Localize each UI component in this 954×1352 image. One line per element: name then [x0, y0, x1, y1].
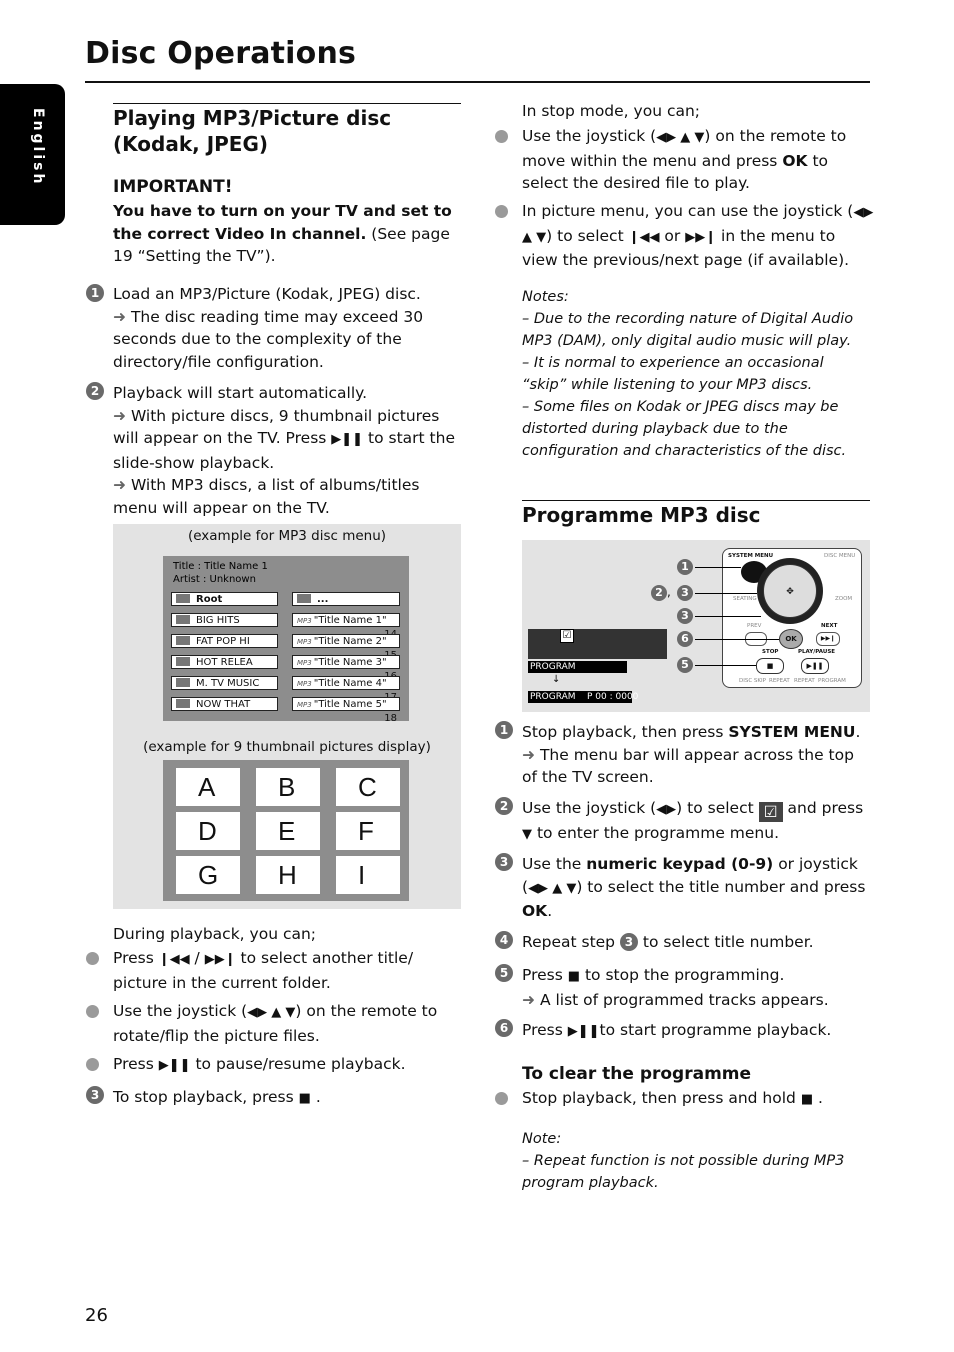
menu-track-row[interactable]: [292, 697, 400, 724]
step-number: 2: [495, 797, 513, 815]
arrow-right-icon: ➜: [113, 476, 126, 494]
menu-track-row[interactable]: [292, 592, 400, 606]
during-bullet-3: [113, 1053, 453, 1078]
menu-folder-row[interactable]: [171, 592, 278, 606]
callout: 3: [677, 585, 693, 601]
arrow-right-icon: ➜: [113, 406, 126, 425]
remote-label: SYSTEM MENU: [728, 553, 774, 559]
callout-line: [695, 567, 741, 568]
track-name: "Title Name 3": [313, 657, 387, 668]
remote-label: DISC SKIP: [739, 678, 766, 684]
program-checkbox-icon: ☑: [759, 802, 783, 822]
remote-label: PROGRAM: [818, 678, 846, 684]
folder-icon: [176, 636, 190, 645]
folder-icon: [176, 678, 190, 687]
step-note: [113, 474, 463, 519]
step-number: 1: [86, 284, 104, 302]
bullet-text: to select another title/ picture in the current folder.: [113, 949, 414, 992]
stop-bullet-2: [522, 200, 874, 272]
bullet: [86, 952, 99, 965]
step-2: [113, 382, 463, 519]
bullet: [86, 1058, 99, 1071]
prog-step-5: [522, 964, 872, 1011]
step-text: and press: [787, 799, 864, 817]
next-icon: ▶▶❙: [685, 229, 717, 245]
during-bullet-1: Press ❙◀◀ / ▶▶❙ to select another title/ picture in the current folder.: [113, 949, 414, 992]
folder-name: M. TV MUSIC: [196, 678, 260, 689]
title-rule: [85, 81, 870, 83]
note-item: – Some files on Kodak or JPEG discs may be distorted during playback due to the configuration and characteristics of the disc.: [522, 399, 847, 459]
menu-track-row[interactable]: [292, 613, 400, 627]
stop-button[interactable]: ■: [756, 658, 784, 674]
step-text: or joystick (: [522, 855, 858, 896]
remote-label: PLAY/PAUSE: [798, 649, 836, 655]
note-text: A list of programmed tracks appears.: [539, 990, 829, 1009]
folder-name: NOW THAT: [196, 699, 251, 710]
remote-label: DISC MENU: [824, 553, 856, 559]
stop-intro: In stop mode, you can;: [522, 102, 701, 120]
track-name: "Title Name 1": [313, 615, 387, 626]
figure-caption: (example for 9 thumbnail pictures display): [143, 739, 431, 755]
language-tab-label: English: [30, 108, 46, 187]
step-number: 3: [495, 853, 513, 871]
callout-line: [695, 616, 761, 617]
stop-icon: ■: [567, 969, 581, 984]
step-text: to stop the programming.: [584, 966, 785, 984]
stop-icon: ■: [298, 1091, 311, 1106]
step-text: Repeat step: [522, 933, 616, 951]
page-title: Disc Operations: [85, 36, 357, 71]
notes-heading: Notes:: [522, 289, 569, 305]
thumbnail[interactable]: F: [336, 812, 400, 850]
step-3: To stop playback, press ■ .: [113, 1088, 321, 1106]
note-heading: Note:: [522, 1131, 562, 1147]
folder-name: FAT POP HI: [196, 636, 250, 647]
prog-step-1: [522, 721, 872, 789]
step-text: Stop playback, then press: [522, 723, 724, 741]
mp3-icon: MP3: [297, 617, 312, 625]
menu-folder-row[interactable]: [171, 634, 278, 648]
step-number: 6: [495, 1019, 513, 1037]
joystick-arrows-icon: ◀▶ ▲ ▼: [656, 130, 705, 145]
mp3-icon: MP3: [297, 638, 312, 646]
joystick-arrows-icon: ◀▶ ▲ ▼: [528, 880, 577, 896]
thumbnail[interactable]: D: [176, 812, 240, 850]
bullet-text: in the menu to view the previous/next page (if available).: [522, 226, 850, 269]
screen-program-label: PROGRAM: [528, 661, 627, 673]
folder-icon: [176, 657, 190, 666]
bullet: [495, 130, 508, 143]
track-number: 18: [384, 713, 397, 724]
folder-icon: [297, 594, 311, 603]
remote-label: REPEAT: [794, 678, 815, 684]
callout: 5: [677, 657, 693, 673]
callout-line: [695, 665, 756, 666]
stop-bullet-1: [522, 125, 872, 195]
remote-label: ZOOM: [835, 596, 853, 602]
track-name: "Title Name 2": [313, 636, 387, 647]
next-icon: ▶▶❙: [204, 952, 236, 967]
prog-step-4: [522, 931, 872, 954]
mp3-icon: MP3: [297, 701, 312, 709]
important-heading: IMPORTANT!: [113, 177, 233, 197]
next-button[interactable]: ▶▶❙: [816, 632, 840, 646]
callout: 6: [677, 631, 693, 647]
menu-folder-row[interactable]: [171, 676, 278, 690]
bullet-text: Use the joystick (: [522, 127, 657, 145]
bullet: [86, 1005, 99, 1018]
joystick-icon[interactable]: ✥: [763, 564, 817, 618]
folder-icon: [176, 615, 190, 624]
mp3-icon: MP3: [297, 659, 312, 667]
system-menu-label: SYSTEM MENU: [728, 723, 856, 741]
folder-icon: [176, 594, 190, 603]
folder-name: Root: [196, 594, 223, 605]
play-pause-icon: ▶❚❚: [158, 1058, 191, 1073]
remote-label: PREV: [747, 623, 762, 629]
clear-note: [522, 1128, 872, 1194]
menu-folder-row[interactable]: [171, 697, 278, 711]
note-text: The disc reading time may exceed 30 seconds due to the complexity of the directory/file configuration.: [113, 307, 424, 371]
bullet: [495, 205, 508, 218]
prog-step-2: [522, 797, 872, 847]
prev-icon: ❙◀◀: [628, 229, 660, 245]
note-text: The menu bar will appear across the top of the TV screen.: [522, 745, 854, 786]
prog-step-3: Use the numeric keypad (0-9) or joystick (◀▶ ▲ ▼) to select the title number and press OK.: [522, 855, 866, 920]
bullet-text: ) on the remote to rotate/flip the picture files.: [113, 1002, 438, 1045]
clear-heading: To clear the programme: [522, 1064, 752, 1084]
note-text: With picture discs, 9 thumbnail pictures will appear on the TV. Press: [113, 406, 440, 447]
bullet-text: to select the desired file to play.: [522, 151, 829, 192]
step-text: to start programme playback.: [599, 1021, 832, 1039]
menu-folder-row[interactable]: [171, 655, 278, 669]
thumbnail[interactable]: I: [336, 856, 400, 894]
thumbnail[interactable]: C: [336, 768, 400, 806]
bullet-text: to pause/resume playback.: [195, 1055, 406, 1073]
program-checkbox-icon: ☑: [560, 629, 574, 643]
tv-menu-bar: [528, 629, 667, 659]
step-ref: 3: [620, 933, 638, 951]
menu-header: [173, 560, 268, 586]
step-number: 4: [495, 931, 513, 949]
step-number: 3: [86, 1086, 104, 1104]
step-text: ) to select: [676, 799, 754, 817]
remote-label: STOP: [762, 649, 779, 655]
note-item: – Due to the recording nature of Digital Audio MP3 (DAM), only digital audio music will play.: [522, 311, 854, 349]
bullet: [495, 1092, 508, 1105]
step-text: To stop playback, press: [113, 1088, 294, 1106]
step-text: Load an MP3/Picture (Kodak, JPEG) disc.: [113, 285, 421, 303]
during-intro: During playback, you can;: [113, 925, 317, 943]
section-rule: [522, 500, 870, 501]
step-note: [113, 405, 463, 475]
step-text: to select title number.: [642, 933, 814, 951]
menu-folder-row[interactable]: [171, 613, 278, 627]
step-text: Use the: [522, 855, 582, 873]
clear-bullet: Stop playback, then press and hold ■ .: [522, 1089, 823, 1107]
numeric-keypad-label: numeric keypad (0-9): [586, 855, 774, 873]
ok-label: OK: [522, 902, 548, 920]
bullet-text: Use the joystick (: [113, 1002, 248, 1020]
menu-track-row[interactable]: [292, 655, 400, 669]
step-text: Press: [522, 1021, 563, 1039]
track-name: "Title Name 4": [313, 678, 387, 689]
prog-step-6: [522, 1019, 872, 1044]
menu-title-line: Title : Title Name 1: [173, 561, 268, 572]
step-number: 2: [86, 382, 104, 400]
joystick-left-right-icon: ◀▶: [656, 802, 677, 817]
parent-folder: ...: [317, 594, 329, 605]
play-pause-icon: ▶❚❚: [567, 1024, 600, 1039]
notes: [522, 286, 872, 462]
ok-button[interactable]: OK: [779, 629, 803, 649]
important-bold: You have to turn on your TV and set to the correct Video In channel.: [113, 202, 452, 243]
during-bullet-2: [113, 1000, 458, 1047]
ok-label: OK: [782, 151, 808, 170]
prev-icon: ❙◀◀: [158, 952, 190, 967]
note-item: – Repeat function is not possible during MP3 program playback.: [522, 1153, 845, 1191]
thumbnail[interactable]: A: [176, 768, 240, 806]
play-pause-button[interactable]: ▶❚❚: [801, 658, 829, 674]
bullet-text: or: [664, 226, 681, 245]
section-title-programme: Programme MP3 disc: [522, 503, 761, 527]
section-rule: [113, 103, 461, 104]
arrow-right-icon: ➜: [113, 307, 126, 326]
bullet-text: In picture menu, you can use the joystick (: [522, 202, 854, 220]
play-pause-icon: ▶❚❚: [331, 432, 364, 447]
joystick-arrows-icon: ◀▶ ▲ ▼: [247, 1005, 296, 1020]
step-number: 5: [495, 964, 513, 982]
note-item: – It is normal to experience an occasional “skip” while listening to your MP3 discs.: [522, 355, 824, 393]
step-text: Use the joystick (: [522, 799, 657, 817]
step-note: [113, 306, 461, 374]
bullet-text: ) to select: [546, 226, 624, 245]
joystick-arrows-icon: ◀▶ ▲ ▼: [522, 205, 874, 245]
mp3-icon: MP3: [297, 680, 312, 688]
track-name: "Title Name 5": [313, 699, 387, 710]
callout-line: [695, 593, 757, 594]
page-number: 26: [85, 1305, 108, 1326]
callout-separator: ,: [667, 585, 671, 599]
step-text: to enter the programme menu.: [536, 824, 779, 842]
folder-name: HOT RELEA: [196, 657, 253, 668]
down-arrow-icon: ▼: [522, 827, 532, 842]
menu-track-row[interactable]: [292, 634, 400, 648]
folder-name: BIG HITS: [196, 615, 240, 626]
note-text: With MP3 discs, a list of albums/titles menu will appear on the TV.: [113, 476, 420, 517]
thumbnail[interactable]: G: [176, 856, 240, 894]
note-text: to start the slide-show playback.: [113, 429, 455, 472]
bullet-text: Stop playback, then press and hold: [522, 1089, 796, 1107]
bullet-text: Press: [113, 949, 154, 967]
step-1: [113, 283, 461, 373]
step-text: .: [855, 723, 861, 741]
step-text: ) to select the title number and press: [576, 877, 866, 896]
bullet-text: Press: [113, 1055, 154, 1073]
arrow-right-icon: ➜: [522, 990, 535, 1009]
step-text: Press: [522, 966, 563, 984]
remote-label: SEATING: [733, 596, 757, 602]
important-ref: (See page 19 “Setting the TV”).: [113, 224, 450, 265]
remote-label: NEXT: [821, 623, 838, 629]
stop-icon: ■: [800, 1092, 814, 1107]
thumbnail[interactable]: B: [256, 768, 320, 806]
screen-program-display: PROGRAM P 00 : 0000: [530, 692, 639, 702]
figure-caption: (example for MP3 disc menu): [187, 528, 387, 544]
callout: 3: [677, 608, 693, 624]
section-title-mp3: Playing MP3/Picture disc (Kodak, JPEG): [113, 106, 392, 156]
bullet-text: ) on the remote to move within the menu and press: [522, 127, 847, 170]
remote-label: REPEAT: [769, 678, 790, 684]
folder-icon: [176, 699, 190, 708]
menu-artist-line: Artist : Unknown: [173, 574, 256, 585]
important-text: [113, 200, 465, 268]
thumbnail[interactable]: E: [256, 812, 320, 850]
callout-line: [695, 639, 779, 640]
step-number: 1: [495, 721, 513, 739]
arrow-right-icon: ➜: [522, 745, 535, 764]
thumbnail[interactable]: H: [256, 856, 320, 894]
step-text: Playback will start automatically.: [113, 384, 368, 402]
menu-track-row[interactable]: [292, 676, 400, 690]
callout: 1: [677, 559, 693, 575]
arrow-down-icon: ↓: [552, 674, 561, 685]
callout: 2: [651, 585, 667, 601]
